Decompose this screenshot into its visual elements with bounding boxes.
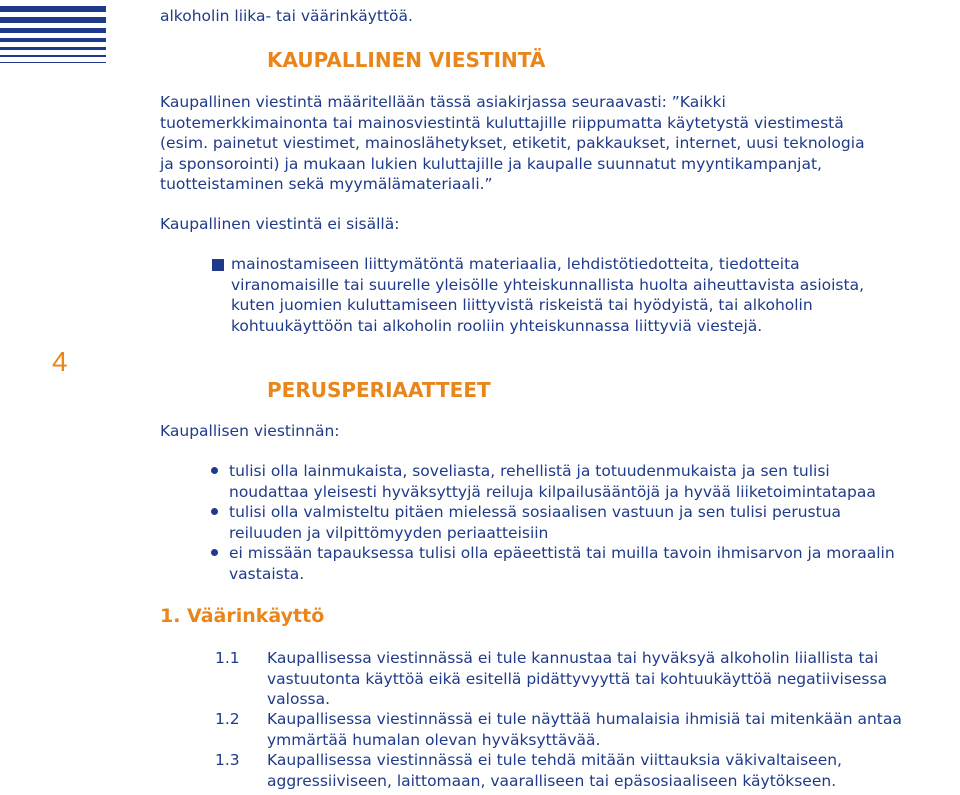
paragraph-line: tuotteistaminen sekä myymälämateriaali.” <box>160 175 493 193</box>
paragraph-line: ja sponsorointi) ja mukaan lukien kuluttajille ja kaupalle suunnatut myyntikampanjat, <box>160 154 822 173</box>
list-line: kohtuukäyttöön tai alkoholin rooliin yhteiskunnassa liittyviä viestejä. <box>231 316 763 335</box>
numbered-item <box>267 648 887 710</box>
exclusion-item <box>231 254 864 336</box>
item-line: vastuutonta käyttöä eikä esitellä pidättyvyyttä tai kohtuukäyttöä negatiivisessa <box>267 669 888 688</box>
exclusion-intro: Kaupallinen viestintä ei sisällä: <box>160 215 400 233</box>
item-line: Kaupallisessa viestinnässä ei tule tehdä mitään viittauksia väkivaltaiseen, <box>267 751 842 769</box>
section-heading-kaupallinen-viestinta: KAUPALLINEN VIESTINTÄ <box>267 48 546 72</box>
stripe-3 <box>0 28 106 33</box>
item-number: 1.3 <box>215 751 240 769</box>
principle-item <box>229 461 876 502</box>
list-line: tulisi olla lainmukaista, soveliasta, rehellistä ja totuudenmukaista ja sen tulisi <box>229 462 830 480</box>
list-line: mainostamiseen liittymätöntä materiaalia, lehdistötiedotteita, tiedotteita <box>231 255 800 273</box>
page-number: 4 <box>52 346 68 377</box>
paragraph-line: tuotemerkkimainonta tai mainosviestintä kuluttajille riippumatta käytetystä viestimestä <box>160 113 844 132</box>
definition-paragraph <box>160 92 950 195</box>
item-number: 1.2 <box>215 710 240 728</box>
principles-intro: Kaupallisen viestinnän: <box>160 422 340 440</box>
item-line: ymmärtää humalan olevan hyväksyttävää. <box>267 730 601 749</box>
item-line: Kaupallisessa viestinnässä ei tule näyttää humalaisia ihmisiä tai mitenkään antaa <box>267 710 902 728</box>
item-line: aggressiiviseen, laittomaan, vaaralliseen tai epäsosiaaliseen käytökseen. <box>267 771 837 790</box>
bullet-dot-icon <box>211 467 218 474</box>
stripe-1 <box>0 6 106 12</box>
principle-item <box>229 502 841 543</box>
item-line: Kaupallisessa viestinnässä ei tule kannustaa tai hyväksyä alkoholin liiallista tai <box>267 649 879 667</box>
list-line: vastaista. <box>229 564 305 583</box>
list-line: viranomaisille tai suurelle yleisölle yhteiskunnallista huolta aiheuttavista asioista, <box>231 275 864 294</box>
bullet-dot-icon <box>211 508 218 515</box>
stripe-6 <box>0 55 106 57</box>
bullet-dot-icon <box>211 549 218 556</box>
list-line: ei missään tapauksessa tulisi olla epäeettistä tai muilla tavoin ihmisarvon ja moraalin <box>229 544 895 562</box>
list-line: noudattaa yleisesti hyväksyttyjä reiluja kilpailusääntöjä ja hyvää liiketoimintatapaa <box>229 482 876 501</box>
stripe-2 <box>0 17 106 23</box>
square-bullet-icon <box>212 259 224 271</box>
paragraph-line: Kaupallinen viestintä määritellään tässä asiakirjassa seuraavasti: ”Kaikki <box>160 93 726 111</box>
stripe-4 <box>0 38 106 42</box>
list-line: reiluuden ja vilpittömyyden periaatteisiin <box>229 523 549 542</box>
stripe-5 <box>0 47 106 50</box>
stripe-7 <box>0 62 106 63</box>
item-line: valossa. <box>267 690 331 708</box>
numbered-item <box>267 709 902 750</box>
list-line: tulisi olla valmisteltu pitäen mielessä sosiaalisen vastuun ja sen tulisi perustua <box>229 503 842 521</box>
list-line: kuten juomien kuluttamiseen liittyvistä riskeistä tai hyödyistä, tai alkoholin <box>231 296 813 314</box>
item-number: 1.1 <box>215 649 240 667</box>
numbered-item <box>267 750 842 791</box>
principle-item <box>229 543 895 584</box>
section-heading-perusperiaatteet: PERUSPERIAATTEET <box>267 378 491 402</box>
paragraph-line: (esim. painetut viestimet, mainoslähetykset, etiketit, pakkaukset, internet, uusi teknologia <box>160 134 865 152</box>
section-title-vaarinkaytto: 1. Väärinkäyttö <box>160 605 325 627</box>
intro-line: alkoholin liika- tai väärinkäyttöä. <box>160 7 413 25</box>
